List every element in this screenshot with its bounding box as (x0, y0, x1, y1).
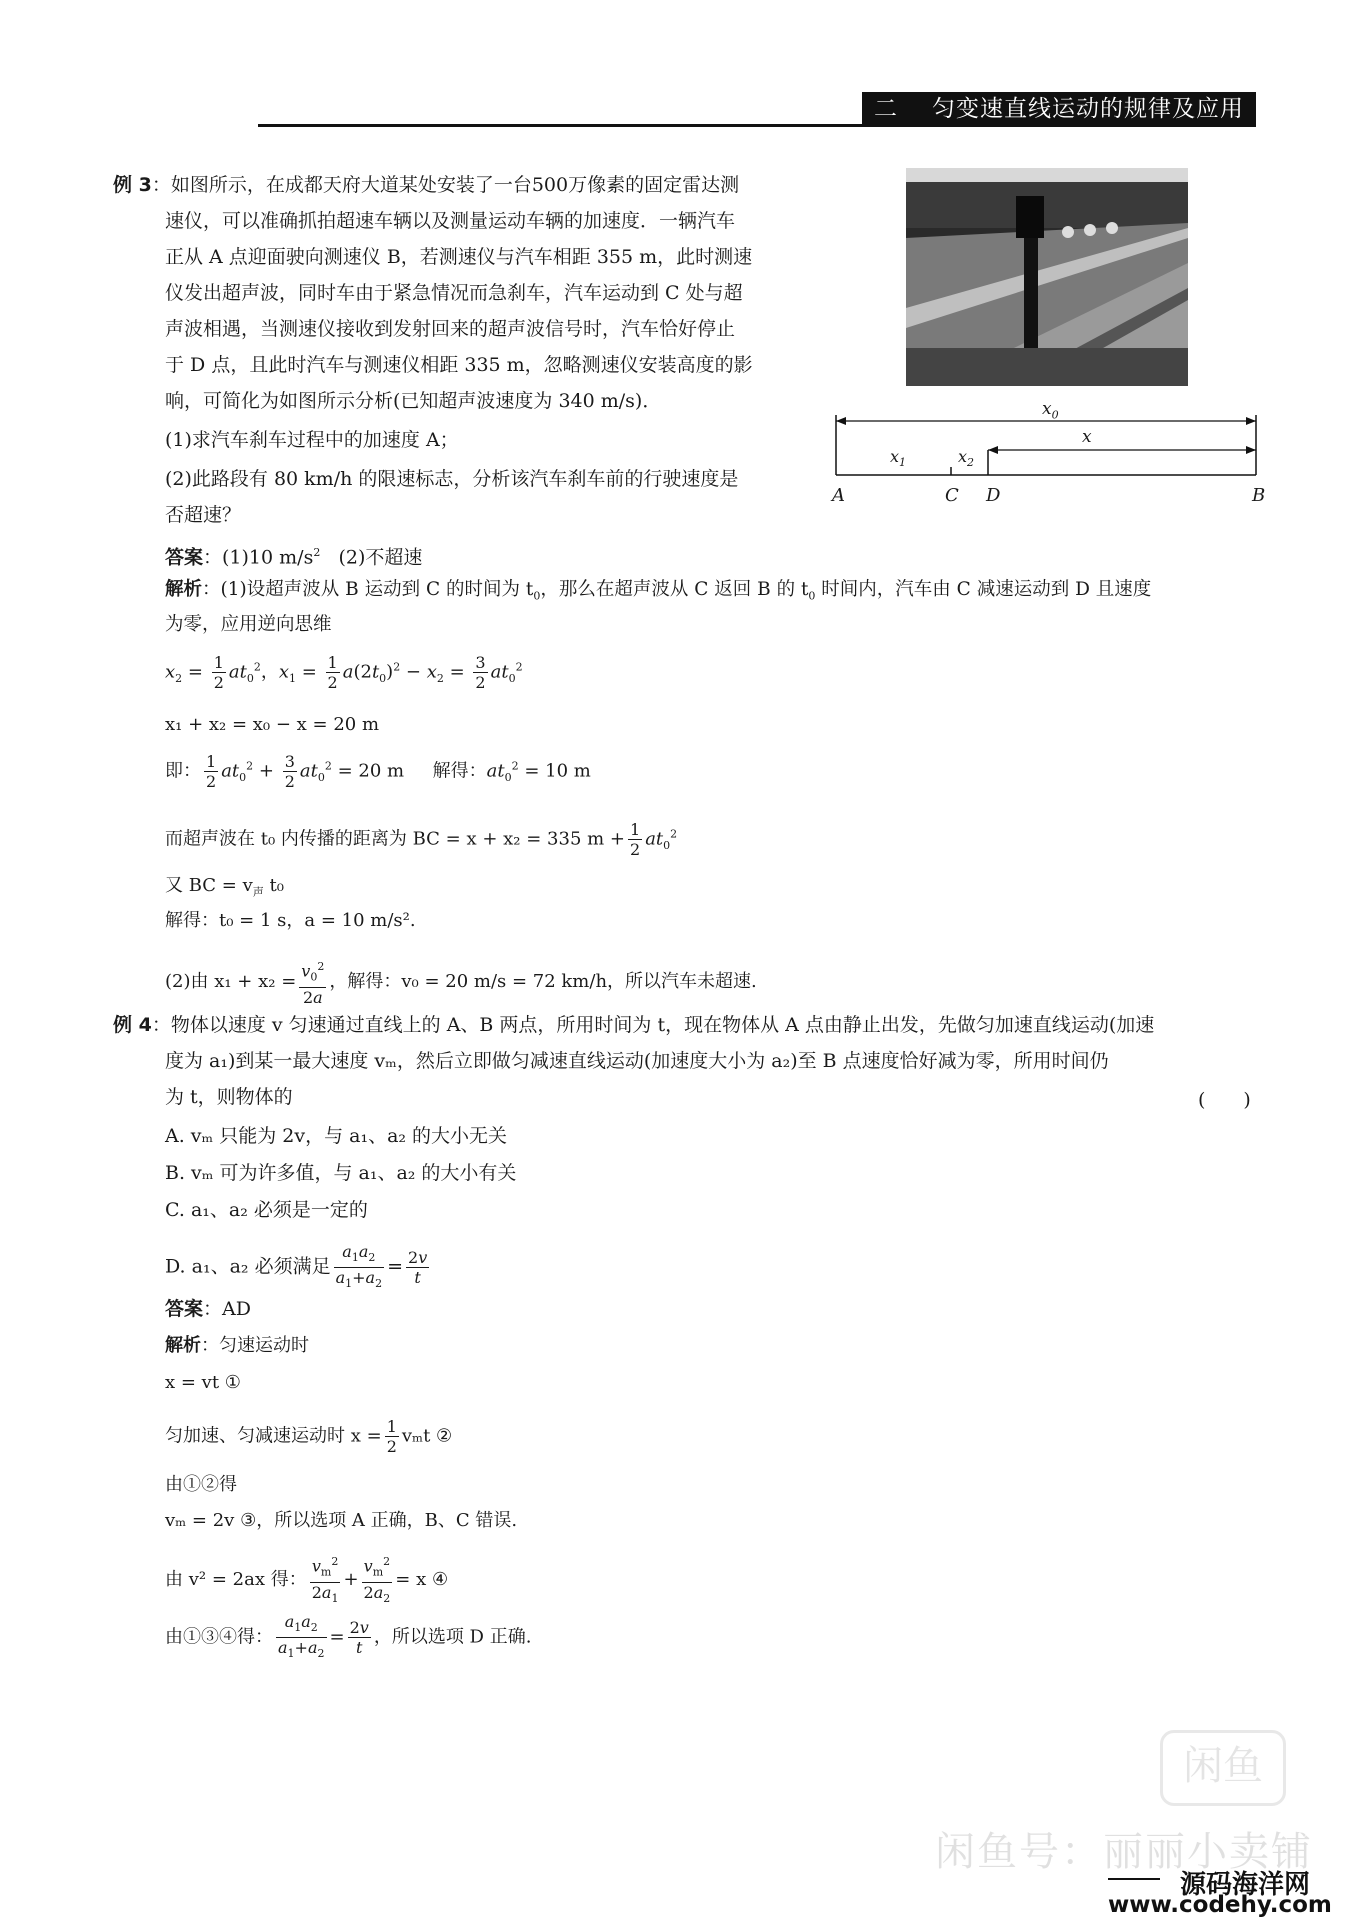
ex3-label: 例 3 (113, 174, 152, 196)
chapter-title: 匀变速直线运动的规律及应用 (932, 96, 1244, 122)
ex3-analysis-line-2: 为零，应用逆向思维 (165, 614, 332, 635)
eq-4: 由 v² = 2ax 得： $\frac{v_m^2}{2a_1}$ + $\frac{v_m^2}{2a_2}$ = x ④ (165, 1552, 448, 1608)
label-x: x (1082, 427, 1092, 447)
ex3-question-2a: (2)此路段有 80 km/h 的限速标志，分析该汽车刹车前的行驶速度是 (165, 468, 739, 490)
answer-paren: ( ) (1198, 1089, 1251, 1111)
ex4-line-2: 度为 a₁)到某一最大速度 vₘ，然后立即做匀减速直线运动(加速度大小为 a₂)至 B 点速度恰好减为零，所用时间仍 (165, 1050, 1109, 1072)
eq-x2-x1: $x_2$ = $\frac{1}{2}$ $at_0^2$，$x_1$ = $\frac{1}{2}$ $a(2t_0)^2 - x_2$ = $\frac{3}{2}$ $at_0^2$ (165, 653, 523, 692)
motion-diagram (830, 399, 1270, 515)
site-name: 源码海洋网 (1180, 1870, 1311, 1900)
ex4-label: 例 4 (113, 1014, 152, 1036)
radar-photo (906, 168, 1188, 386)
ex3-line-5: 声波相遇，当测速仪接收到发射回来的超声波信号时，汽车恰好停止 (165, 318, 736, 340)
eq-solve: 解得：t₀ = 1 s，a = 10 m/s². (165, 910, 416, 931)
ex3-answer: 答案：(1)10 $m/s^2$ (2)不超速 (165, 546, 423, 569)
option-a: A. vₘ 只能为 2v，与 a₁、a₂ 的大小无关 (165, 1125, 508, 1147)
radar-photo-image (906, 168, 1188, 386)
ex3-line-7: 响，可简化为如图所示分析(已知超声波速度为 340 m/s)． (165, 390, 662, 412)
eq-5: 由①③④得： $\frac{a_1a_2}{a_1+a_2}$ = $\frac{2v}{t}$ ，所以选项 D 正确. (165, 1612, 532, 1661)
chapter-number: 二 (874, 96, 897, 122)
ex4-line-1: 例 4：物体以速度 v 匀速通过直线上的 A、B 两点，所用时间为 t，现在物体从 A 点由静止出发，先做匀加速直线运动(加速 (113, 1014, 1155, 1036)
ex3-line-2: 速仪，可以准确抓拍超速车辆以及测量运动车辆的加速度．一辆汽车 (165, 210, 736, 232)
ex4-answer: 答案：AD (165, 1298, 251, 1320)
label-x0: $x_0$ (1042, 399, 1059, 422)
ex3-question-1: (1)求汽车刹车过程中的加速度 A； (165, 429, 459, 451)
ex3-line-3: 正从 A 点迎面驶向测速仪 B，若测速仪与汽车相距 355 m，此时测速 (165, 246, 753, 268)
ex3-line-4: 仪发出超声波，同时车由于紧急情况而急刹车，汽车运动到 C 处与超 (165, 282, 743, 304)
site-url: www.codehy.com (1108, 1892, 1332, 1918)
ex3-line-6: 于 D 点，且此时汽车与测速仪相距 335 m，忽略测速仪安装高度的影 (165, 354, 753, 376)
eq-you: 又 BC = $v_声$ t₀ (165, 875, 284, 899)
option-d: D. a₁、a₂ 必须满足 $\frac{a_1a_2}{a_1+a_2}$ = $\frac{2v}{t}$ (165, 1242, 428, 1291)
eq-step2: (2)由 x₁ + x₂ = $\frac{v_0^2}{2a}$ ，解得：v₀ = 20 m/s = 72 km/h，所以汽车未超速. (165, 957, 757, 1007)
ex4-analysis: 解析：匀速运动时 (165, 1335, 309, 1356)
point-B: B (1252, 485, 1266, 506)
eq-ultrasound: 而超声波在 t₀ 内传播的距离为 BC = x + x₂ = 335 m + $\frac{1}{2}$ $at_0^2$ (165, 820, 678, 859)
watermark-text: 闲鱼号：丽丽小卖铺 (935, 1829, 1313, 1875)
ex3-analysis-line-1: 解析：(1)设超声波从 B 运动到 C 的时间为 $t_0$，那么在超声波从 C 返回 B 的 $t_0$ 时间内，汽车由 C 减速运动到 D 且速度 (165, 579, 1152, 603)
label-x2: $x_2$ (958, 447, 975, 470)
ex3-question-2b: 否超速？ (165, 504, 242, 526)
label-x1: $x_1$ (890, 447, 907, 470)
eq-2: 匀加速、匀减速运动时 x = $\frac{1}{2}$ vₘt ② (165, 1417, 453, 1456)
point-C: C (945, 485, 959, 506)
eq-ji: 即： $\frac{1}{2}$ $at_0^2$ + $\frac{3}{2}$ $at_0^2 = 20$ m 解得：$at_0^2 = 10$ m (165, 752, 591, 791)
eq-sum: x₁ + x₂ = x₀ − x = 20 m (165, 714, 380, 735)
ex4-line-3: 为 t，则物体的 (165, 1086, 293, 1108)
chapter-header (862, 92, 1256, 127)
footer-dash (1108, 1878, 1160, 1880)
point-A: A (832, 485, 845, 506)
eq-3: vₘ = 2v ③，所以选项 A 正确，B、C 错误. (165, 1510, 518, 1531)
eq-1: x = vt ① (165, 1372, 241, 1393)
point-D: D (986, 485, 1001, 506)
option-b: B. vₘ 可为许多值，与 a₁、a₂ 的大小有关 (165, 1162, 517, 1184)
eq-3-pre: 由①②得 (165, 1474, 237, 1495)
ex3-line-1: 例 3：如图所示，在成都天府大道某处安装了一台500万像素的固定雷达测 (113, 174, 740, 196)
watermark-logo: 闲鱼 (1160, 1730, 1286, 1806)
option-c: C. a₁、a₂ 必须是一定的 (165, 1199, 368, 1221)
